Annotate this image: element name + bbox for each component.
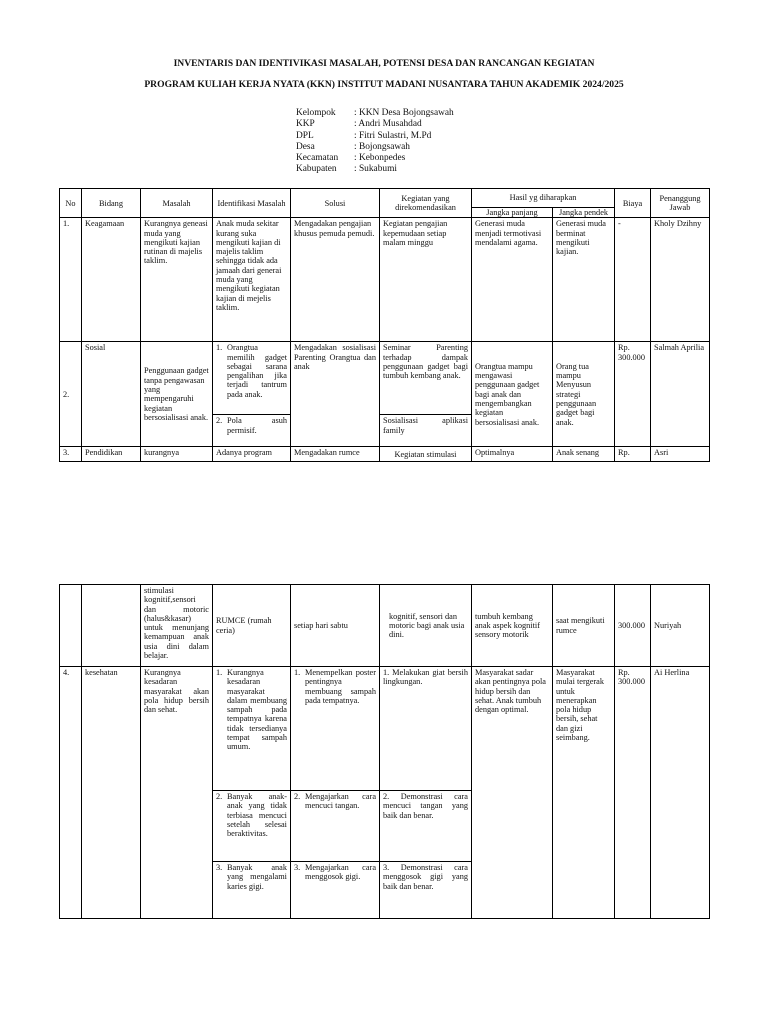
cell-kegiatan: Sosialisasi aplikasi family bbox=[380, 415, 472, 447]
list-text: Menempelkan poster pentingnya membuang sampah pada tempatnya. bbox=[305, 668, 376, 705]
cell-jangka-pendek: Orang tua mampu Menyusun strategi penggunaan gadget bagi anak. bbox=[553, 342, 615, 447]
info-kabupaten bbox=[296, 164, 454, 175]
program-table-page1 bbox=[59, 188, 710, 462]
cell-no bbox=[60, 585, 82, 667]
cell-kegiatan: 3. Demonstrasi cara menggosok gigi yang baik dan benar. bbox=[380, 862, 472, 919]
cell-identifikasi bbox=[213, 791, 291, 862]
cell-bidang: Sosial bbox=[82, 342, 141, 447]
table-row bbox=[60, 585, 710, 667]
list-number: 2. bbox=[216, 792, 223, 801]
cell-jangka-panjang: Optimalnya bbox=[472, 447, 553, 462]
list-number: 2. bbox=[294, 792, 301, 801]
info-label: KKP bbox=[296, 119, 315, 130]
list-number: 1. bbox=[216, 668, 223, 677]
cell-jangka-pendek: Anak senang bbox=[553, 447, 615, 462]
cell-penanggung-jawab: Nuriyah bbox=[651, 585, 710, 667]
list-text: Orangtua memilih gadget sebagai sarana pengalihan jika terjadi tantrum pada anak. bbox=[227, 343, 287, 399]
info-kkp bbox=[296, 119, 454, 130]
list-text: Mengajarkan cara menggosok gigi. bbox=[305, 863, 376, 882]
cell-masalah: stimulasi kognitif,sensori dan motoric (halus&kasar) untuk menunjang kemampuan anak usia dini dalam belajar. bbox=[141, 585, 213, 667]
cell-biaya: Rp. 300.000 bbox=[615, 667, 651, 919]
list-text: Mengajarkan cara mencuci tangan. bbox=[305, 792, 376, 811]
cell-solusi: Mengadakan pengajian khusus pemuda pemudi. bbox=[291, 218, 380, 342]
cell-masalah: Kurangnya geneasi muda yang mengikuti kajian rutinan di majelis taklim. bbox=[141, 218, 213, 342]
cell-jangka-pendek: Generasi muda berminat mengikuti kajian. bbox=[553, 218, 615, 342]
cell-penanggung-jawab: Salmah Aprilia bbox=[651, 342, 710, 447]
cell-solusi bbox=[291, 791, 380, 862]
info-desa bbox=[296, 142, 454, 153]
cell-bidang bbox=[82, 585, 141, 667]
cell-jangka-panjang: tumbuh kembang anak aspek kognitif sensory motorik bbox=[472, 585, 553, 667]
list-number: 3. bbox=[216, 863, 223, 872]
cell-jangka-pendek: Masyarakat mulai tergerak untuk menerapkan pola hidup bersih, sehat dan gizi seimbang. bbox=[553, 667, 615, 919]
info-label: DPL bbox=[296, 130, 314, 141]
cell-identifikasi: Adanya program bbox=[213, 447, 291, 462]
program-table-page2 bbox=[59, 584, 710, 919]
cell-kegiatan: 2. Demonstrasi cara mencuci tangan yang baik dan benar. bbox=[380, 791, 472, 862]
header-masalah: Masalah bbox=[141, 189, 213, 218]
info-value: : Fitri Sulastri, M.Pd bbox=[354, 130, 432, 141]
list-number: 3. bbox=[294, 863, 301, 872]
header-solusi: Solusi bbox=[291, 189, 380, 218]
cell-bidang: Pendidikan bbox=[82, 447, 141, 462]
group-info bbox=[296, 108, 454, 176]
header-hasil: Hasil yg diharapkan bbox=[472, 189, 615, 208]
header-jangka-pendek: Jangka pendek bbox=[553, 208, 615, 218]
cell-solusi: setiap hari sabtu bbox=[291, 585, 380, 667]
cell-biaya: - bbox=[615, 218, 651, 342]
cell-penanggung-jawab: Ai Herlina bbox=[651, 667, 710, 919]
info-dpl bbox=[296, 131, 454, 142]
cell-kegiatan: Kegiatan stimulasi bbox=[380, 447, 472, 462]
header-no: No bbox=[60, 189, 82, 218]
info-kecamatan bbox=[296, 153, 454, 164]
info-value: : Kebonpedes bbox=[354, 153, 406, 164]
document-title-line2: PROGRAM KULIAH KERJA NYATA (KKN) INSTITUT MADANI NUSANTARA TAHUN AKADEMIK 2024/2025 bbox=[144, 79, 624, 90]
cell-bidang: Keagamaan bbox=[82, 218, 141, 342]
info-label: Kelompok bbox=[296, 108, 336, 118]
cell-kegiatan: 1. Melakukan giat bersih lingkungan. bbox=[380, 667, 472, 791]
list-text: Pola asuh permisif. bbox=[227, 416, 287, 435]
info-value: : Andri Musahdad bbox=[354, 119, 422, 130]
cell-no: 3. bbox=[60, 447, 82, 462]
cell-identifikasi bbox=[213, 862, 291, 919]
info-value: : Bojongsawah bbox=[354, 141, 410, 152]
cell-jangka-panjang: Orangtua mampu mengawasi penggunaan gadget bagi anak dan mengembangkan kegiatan bersosialisasi anak. bbox=[472, 342, 553, 447]
cell-solusi bbox=[291, 862, 380, 919]
cell-no: 4. bbox=[60, 667, 82, 919]
cell-kegiatan: Seminar Parenting terhadap dampak penggunaan gadget bagi tumbuh kembang anak. bbox=[380, 342, 472, 415]
list-text: Kurangnya kesadaran masyarakat dalam membuang sampah pada tempatnya karena tidak tersedianya tempat sampah umum. bbox=[227, 668, 287, 752]
cell-jangka-pendek: saat mengikuti rumce bbox=[553, 585, 615, 667]
cell-penanggung-jawab: Asri bbox=[651, 447, 710, 462]
cell-solusi bbox=[291, 667, 380, 791]
cell-no: 1. bbox=[60, 218, 82, 342]
list-text: Banyak anak yang mengalami karies gigi. bbox=[227, 863, 287, 891]
cell-biaya: Rp. 300.000 bbox=[615, 342, 651, 447]
cell-no: 2. bbox=[60, 342, 82, 447]
cell-identifikasi: Anak muda sekitar kurang suka mengikuti kajian di majelis taklim sehingga tidak ada jamaah dari generai muda yang mengikuti kegiatan kajian di mejelis taklim. bbox=[213, 218, 291, 342]
header-identifikasi: Identifikasi Masalah bbox=[213, 189, 291, 218]
info-label: Kabupaten bbox=[296, 164, 337, 175]
cell-bidang: kesehatan bbox=[82, 667, 141, 919]
cell-kegiatan: kognitif, sensori dan motoric bagi anak usia dini. bbox=[380, 585, 472, 667]
cell-identifikasi bbox=[213, 667, 291, 791]
list-number: 1. bbox=[294, 668, 301, 677]
list-text: Banyak anak-anak yang tidak terbiasa mencuci setelah selesai beraktivitas. bbox=[227, 792, 287, 839]
table-row bbox=[60, 447, 710, 462]
info-label: Kecamatan bbox=[296, 153, 339, 164]
cell-solusi: Mengadakan rumce bbox=[291, 447, 380, 462]
cell-masalah: Penggunaan gadget tanpa pengawasan yang mempengaruhi kegiatan bersosialisasi anak. bbox=[141, 342, 213, 447]
info-label: Desa bbox=[296, 141, 315, 152]
info-kelompok bbox=[296, 108, 454, 119]
table-row bbox=[60, 218, 710, 342]
cell-identifikasi: RUMCE (rumah ceria) bbox=[213, 585, 291, 667]
cell-kegiatan: Kegiatan pengajian kepemudaan setiap malam minggu bbox=[380, 218, 472, 342]
header-kegiatan: Kegiatan yang direkomendasikan bbox=[380, 189, 472, 218]
header-penanggung-jawab: Penanggung Jawab bbox=[651, 189, 710, 218]
cell-identifikasi bbox=[213, 415, 291, 447]
document-title-line1: INVENTARIS DAN IDENTIVIKASI MASALAH, POTENSI DESA DAN RANCANGAN KEGIATAN bbox=[173, 58, 595, 69]
header-jangka-panjang: Jangka panjang bbox=[472, 208, 553, 218]
cell-masalah: kurangnya bbox=[141, 447, 213, 462]
list-number: 1. bbox=[216, 343, 223, 353]
info-value: : Sukabumi bbox=[354, 164, 397, 175]
header-biaya: Biaya bbox=[615, 189, 651, 218]
cell-biaya: 300.000 bbox=[615, 585, 651, 667]
header-bidang: Bidang bbox=[82, 189, 141, 218]
cell-jangka-panjang: Masyarakat sadar akan pentingnya pola hidup bersih dan sehat. Anak tumbuh dengan optimal. bbox=[472, 667, 553, 919]
cell-identifikasi bbox=[213, 342, 291, 415]
cell-biaya: Rp. bbox=[615, 447, 651, 462]
cell-penanggung-jawab: Kholy Dzihny bbox=[651, 218, 710, 342]
cell-jangka-panjang: Generasi muda menjadi termotivasi mendalami agama. bbox=[472, 218, 553, 342]
cell-solusi: Mengadakan sosialisasi Parenting Orangtua dan anak bbox=[291, 342, 380, 447]
table-row bbox=[60, 667, 710, 791]
list-number: 2. bbox=[216, 416, 223, 426]
cell-masalah: Kurangnya kesadaran masyarakat akan pola hidup bersih dan sehat. bbox=[141, 667, 213, 919]
info-value: : KKN Desa Bojongsawah bbox=[354, 108, 454, 118]
table-row bbox=[60, 342, 710, 415]
